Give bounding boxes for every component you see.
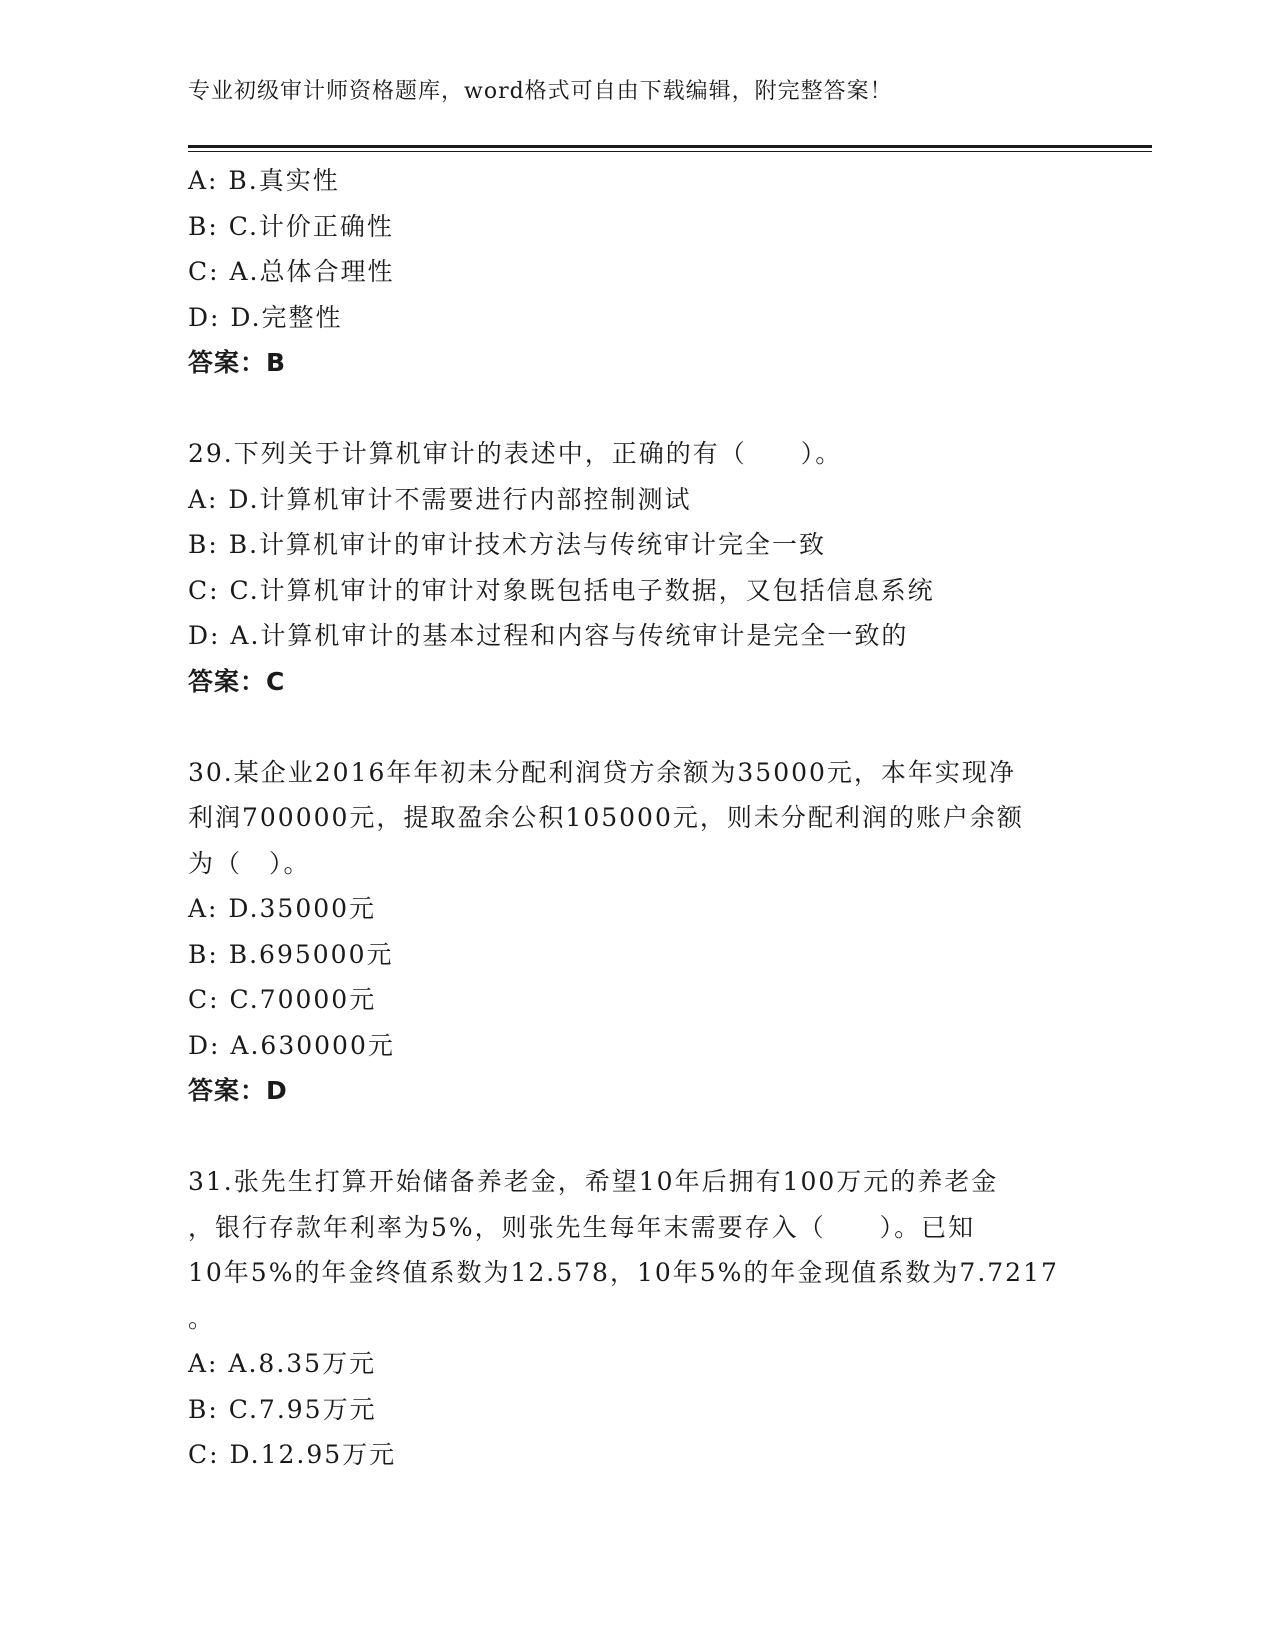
spacer [188, 386, 1088, 432]
option-line: A: B.真实性 [188, 166, 340, 195]
option-line: B: B.计算机审计的审计技术方法与传统审计完全一致 [188, 530, 827, 559]
option-line: D: A.630000元 [188, 1030, 395, 1060]
question-line: 29.下列关于计算机审计的表述中，正确的有（ ）。 [188, 439, 843, 468]
option-line: A: D.计算机审计不需要进行内部控制测试 [188, 484, 692, 514]
option-line: B: C.计价正确性 [188, 211, 394, 241]
spacer [188, 1114, 1088, 1160]
question-line: 30.某企业2016年年初未分配利润贷方余额为35000元，本年实现净 [188, 757, 1016, 787]
spacer [188, 704, 1088, 750]
question-line: 10年5%的年金终值系数为12.578，10年5%的年金现值系数为7.7217 [188, 1258, 1059, 1287]
question-line: 。 [188, 1303, 216, 1333]
option-line: C: A.总体合理性 [188, 257, 395, 286]
option-line: C: D.12.95万元 [188, 1440, 397, 1469]
question-line: ，银行存款年利率为5%，则张先生每年末需要存入（ ）。已知 [188, 1212, 976, 1242]
option-line: D: A.计算机审计的基本过程和内容与传统审计是完全一致的 [188, 621, 909, 650]
option-line: A: D.35000元 [188, 894, 377, 923]
option-line: A: A.8.35万元 [188, 1349, 377, 1378]
header-rule-thick [188, 145, 1152, 148]
question-line: 31.张先生打算开始储备养老金，希望10年后拥有100万元的养老金 [188, 1167, 999, 1196]
option-line: D: D.完整性 [188, 302, 343, 332]
option-line: B: B.695000元 [188, 939, 394, 969]
answer-line: 答案：B [188, 348, 287, 377]
question-line: 利润700000元，提取盈余公积105000元，则未分配利润的账户余额 [188, 803, 1024, 832]
option-line: B: C.7.95万元 [188, 1394, 377, 1424]
question-content [188, 158, 1088, 1478]
option-line: C: C.计算机审计的审计对象既包括电子数据，又包括信息系统 [188, 575, 935, 605]
page-header: 专业初级审计师资格题库，word格式可自由下载编辑，附完整答案！ [188, 79, 893, 104]
question-line: 为（ ）。 [188, 848, 311, 878]
answer-line: 答案：D [188, 1076, 288, 1105]
answer-line: 答案：C [188, 666, 286, 696]
option-line: C: C.70000元 [188, 985, 377, 1014]
header-rule-thin [188, 151, 1152, 152]
